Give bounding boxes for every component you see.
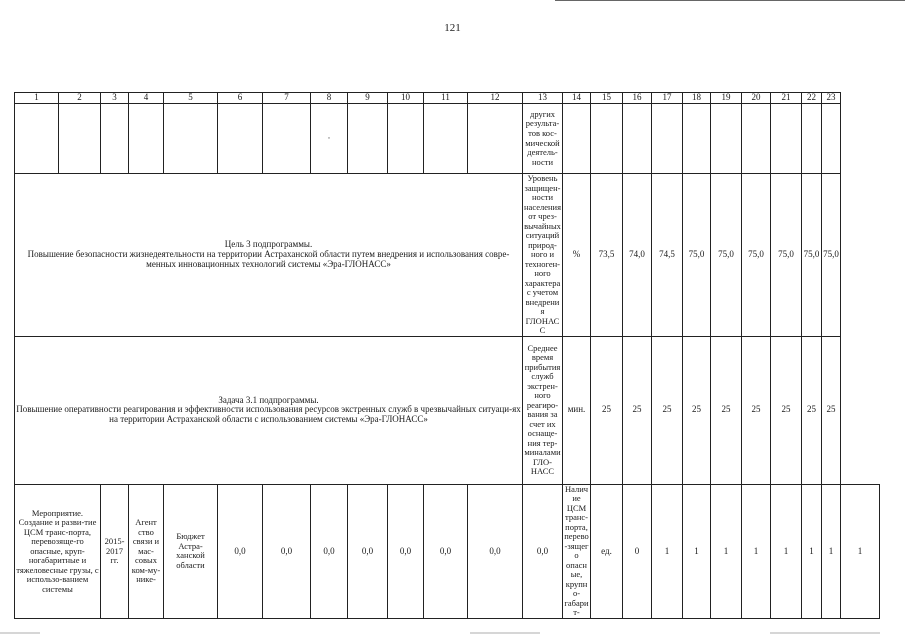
funding-cell: 0,0 bbox=[388, 484, 424, 618]
value-cell: 75,0 bbox=[802, 174, 822, 337]
value-cell: 73,5 bbox=[591, 174, 623, 337]
task-row bbox=[15, 336, 880, 484]
page-number: 121 bbox=[444, 22, 461, 34]
value-cell: 25 bbox=[822, 336, 841, 484]
column-number: 12 bbox=[468, 93, 523, 104]
scan-artifact bbox=[0, 632, 40, 634]
goal-row bbox=[15, 174, 880, 337]
indicator-cell: Среднее время прибытия служб экстрен-ного реагиро-вания за счет их оснаще-ния тер-миналами ГЛО-НАСС bbox=[523, 336, 563, 484]
value-cell: 1 bbox=[683, 484, 711, 618]
value-cell: 25 bbox=[711, 336, 742, 484]
value-cell: 75,0 bbox=[822, 174, 841, 337]
value-cell: 25 bbox=[802, 336, 822, 484]
value-cell: 25 bbox=[652, 336, 683, 484]
unit-cell: ед. bbox=[591, 484, 623, 618]
value-cell: 1 bbox=[652, 484, 683, 618]
column-number-row bbox=[15, 93, 880, 104]
value-cell: 1 bbox=[742, 484, 771, 618]
column-number: 8 bbox=[311, 93, 348, 104]
value-cell: 75,0 bbox=[683, 174, 711, 337]
value-cell: 74,0 bbox=[623, 174, 652, 337]
scan-artifact bbox=[770, 632, 880, 634]
funding-cell: 0,0 bbox=[468, 484, 523, 618]
column-number: 10 bbox=[388, 93, 424, 104]
value-cell: 25 bbox=[771, 336, 802, 484]
value-cell: 1 bbox=[771, 484, 802, 618]
indicator-cell: других результа-тов кос-мической деятель-ности bbox=[523, 104, 563, 174]
column-number: 23 bbox=[822, 93, 841, 104]
scan-dot: · bbox=[311, 104, 348, 174]
measure-period: 2015-2017 гг. bbox=[101, 484, 129, 618]
column-number: 17 bbox=[652, 93, 683, 104]
column-number: 15 bbox=[591, 93, 623, 104]
column-number: 11 bbox=[424, 93, 468, 104]
value-cell: 74,5 bbox=[652, 174, 683, 337]
column-number: 22 bbox=[802, 93, 822, 104]
task-title: Задача 3.1 подпрограммы. bbox=[218, 394, 319, 405]
value-cell: 25 bbox=[591, 336, 623, 484]
column-number: 9 bbox=[348, 93, 388, 104]
unit-cell: мин. bbox=[563, 336, 591, 484]
column-number: 20 bbox=[742, 93, 771, 104]
task-text: Повышение оперативности реагирования и эффективности использования ресурсов экстренных служб в чрезвычайных ситуаци-ях на территории Астраханской области с использованием системы «Эра-ГЛОНАСС» bbox=[16, 404, 521, 425]
funding-cell: 0,0 bbox=[263, 484, 311, 618]
indicator-cell: Уровень защищен-ности населения от чрез-вычайных ситуаций природ-ного и техноген-ного характера с учетом внедрения ГЛОНАСС bbox=[524, 173, 561, 336]
value-cell: 1 bbox=[802, 484, 822, 618]
column-number: 7 bbox=[263, 93, 311, 104]
column-number: 2 bbox=[59, 93, 101, 104]
value-cell: 25 bbox=[683, 336, 711, 484]
indicator-cell: Наличие ЦСМ транс-порта, перево-зящего опасные, крупно-габарит- bbox=[564, 484, 589, 618]
funding-cell: 0,0 bbox=[523, 484, 563, 618]
column-number: 16 bbox=[623, 93, 652, 104]
task-description bbox=[15, 336, 523, 484]
column-number: 18 bbox=[683, 93, 711, 104]
value-cell: 1 bbox=[841, 484, 880, 618]
unit-cell: % bbox=[563, 174, 591, 337]
value-cell: 0 bbox=[623, 484, 652, 618]
column-number: 4 bbox=[129, 93, 164, 104]
column-number: 6 bbox=[218, 93, 263, 104]
value-cell: 1 bbox=[711, 484, 742, 618]
measure-executor: Агент ство связи и мас-совых ком-му-нике- bbox=[129, 484, 164, 618]
funding-cell: 0,0 bbox=[311, 484, 348, 618]
funding-cell: 0,0 bbox=[348, 484, 388, 618]
column-number: 5 bbox=[164, 93, 218, 104]
continuation-row bbox=[15, 104, 880, 174]
top-scan-rule bbox=[555, 0, 905, 1]
column-number: 3 bbox=[101, 93, 129, 104]
value-cell: 1 bbox=[822, 484, 841, 618]
column-number: 13 bbox=[523, 93, 563, 104]
goal-title: Цель 3 подпрограммы. bbox=[224, 239, 313, 250]
value-cell: 75,0 bbox=[711, 174, 742, 337]
measure-row bbox=[15, 484, 880, 618]
funding-source: Бюджет Астра-ханской области bbox=[164, 484, 218, 618]
column-number: 1 bbox=[15, 93, 59, 104]
funding-cell: 0,0 bbox=[424, 484, 468, 618]
value-cell: 25 bbox=[742, 336, 771, 484]
column-number: 19 bbox=[711, 93, 742, 104]
program-indicators-table bbox=[14, 92, 880, 619]
value-cell: 25 bbox=[623, 336, 652, 484]
scan-artifact bbox=[470, 632, 540, 634]
goal-description bbox=[15, 174, 523, 337]
value-cell: 75,0 bbox=[742, 174, 771, 337]
measure-name: Мероприятие. Создание и разви-тие ЦСМ транс-порта, перевозяще-го опасные, круп-ногабаритные и тяжеловесные грузы, с использо-ванием системы bbox=[15, 484, 101, 618]
funding-cell: 0,0 bbox=[218, 484, 263, 618]
goal-text: Повышение безопасности жизнедеятельности на территории Астраханской области путем внедрения и использования совре-менных инновационных технологий системы «Эра-ГЛОНАСС» bbox=[27, 249, 510, 269]
column-number: 21 bbox=[771, 93, 802, 104]
column-number: 14 bbox=[563, 93, 591, 104]
value-cell: 75,0 bbox=[771, 174, 802, 337]
